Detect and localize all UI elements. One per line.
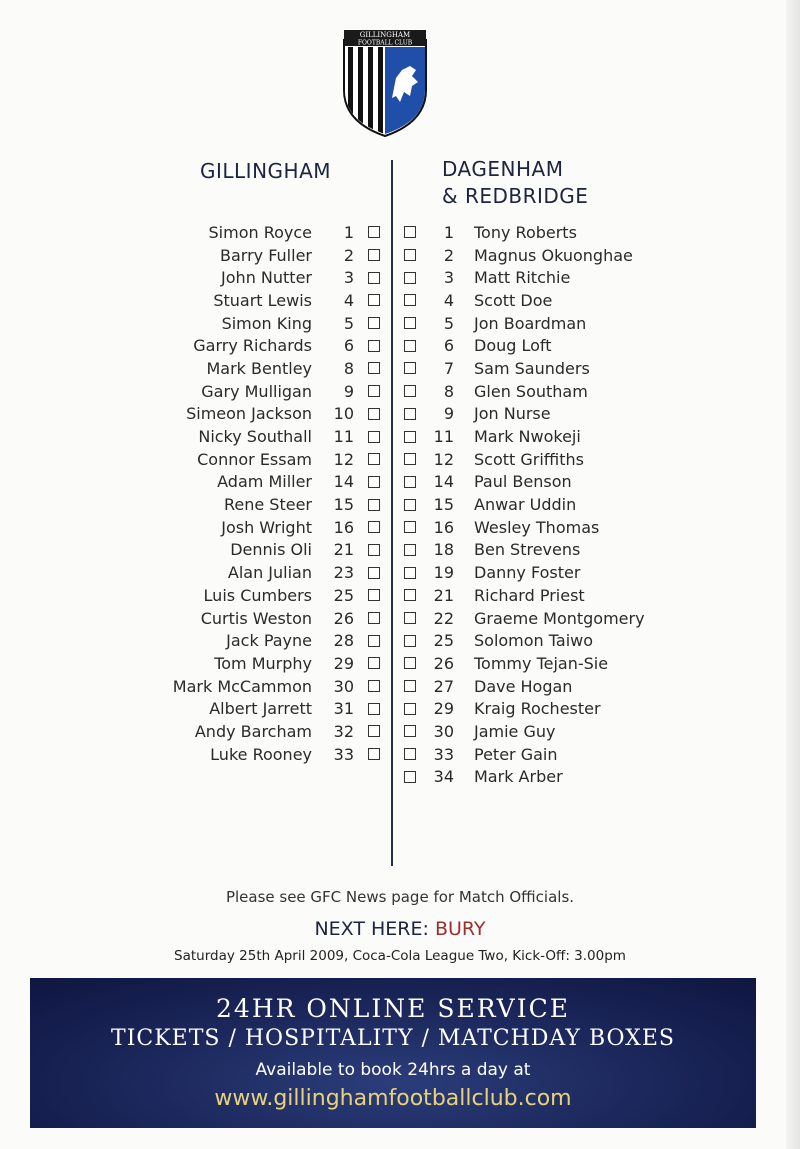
- officials-note: Please see GFC News page for Match Officials.: [225, 888, 575, 906]
- away-team-title: [442, 156, 588, 210]
- player-checkbox[interactable]: [368, 612, 380, 624]
- player-number: 32: [333, 721, 354, 741]
- player-name: John Nutter: [221, 268, 312, 288]
- player-name: Albert Jarrett: [209, 699, 312, 719]
- banner-availability: Available to book 24hrs a day at: [255, 1060, 531, 1080]
- player-name: Doug Loft: [474, 336, 552, 356]
- player-row: [404, 584, 704, 607]
- player-name: Paul Benson: [474, 472, 572, 492]
- player-row: [404, 334, 704, 357]
- player-number: 6: [443, 336, 454, 356]
- home-team-title: GILLINGHAM: [200, 159, 332, 183]
- player-name: Mark Nwokeji: [474, 427, 581, 447]
- player-checkbox[interactable]: [404, 362, 416, 374]
- player-number: 1: [343, 222, 354, 242]
- player-name: Dennis Oli: [230, 540, 312, 560]
- player-row: [404, 607, 704, 630]
- player-name: Anwar Uddin: [474, 495, 577, 515]
- player-name: Matt Ritchie: [474, 268, 571, 288]
- player-row: [140, 266, 380, 289]
- player-row: [404, 448, 704, 471]
- next-label: NEXT HERE:: [314, 918, 429, 940]
- player-number: 18: [433, 540, 454, 560]
- player-checkbox[interactable]: [368, 748, 380, 760]
- player-number: 14: [433, 472, 454, 492]
- player-name: Ben Strevens: [474, 540, 581, 560]
- player-name: Solomon Taiwo: [474, 631, 594, 651]
- player-name: Connor Essam: [197, 449, 312, 469]
- player-number: 9: [443, 404, 454, 424]
- player-name: Curtis Weston: [200, 608, 312, 628]
- player-number: 29: [433, 699, 454, 719]
- player-number: 8: [343, 358, 354, 378]
- player-name: Jon Nurse: [474, 404, 551, 424]
- player-row: [140, 629, 380, 652]
- player-checkbox[interactable]: [404, 771, 416, 783]
- player-number: 10: [333, 404, 354, 424]
- player-number: 27: [433, 676, 454, 696]
- player-number: 34: [433, 767, 454, 787]
- player-checkbox[interactable]: [404, 680, 416, 692]
- player-name: Scott Griffiths: [474, 449, 585, 469]
- player-name: Kraig Rochester: [474, 699, 601, 719]
- player-name: Magnus Okuonghae: [474, 245, 633, 265]
- player-checkbox[interactable]: [368, 703, 380, 715]
- player-name: Sam Saunders: [474, 358, 590, 378]
- player-checkbox[interactable]: [404, 317, 416, 329]
- player-name: Josh Wright: [221, 517, 312, 537]
- player-checkbox[interactable]: [368, 340, 380, 352]
- player-checkbox[interactable]: [368, 521, 380, 533]
- player-row: [404, 720, 704, 743]
- player-name: Gary Mulligan: [201, 381, 312, 401]
- player-row: [404, 561, 704, 584]
- away-title-line2: & REDBRIDGE: [442, 184, 589, 208]
- player-name: Stuart Lewis: [213, 290, 312, 310]
- player-checkbox[interactable]: [404, 567, 416, 579]
- player-number: 3: [443, 268, 454, 288]
- player-row: [404, 652, 704, 675]
- away-squad-list: [404, 221, 704, 788]
- player-row: [404, 766, 704, 789]
- player-row: [404, 380, 704, 403]
- player-row: [140, 539, 380, 562]
- player-name: Barry Fuller: [220, 245, 312, 265]
- player-row: [140, 697, 380, 720]
- player-number: 31: [333, 699, 354, 719]
- player-number: 5: [343, 313, 354, 333]
- player-checkbox[interactable]: [368, 499, 380, 511]
- player-name: Jamie Guy: [474, 721, 556, 741]
- player-row: [404, 697, 704, 720]
- player-number: 11: [333, 427, 354, 447]
- player-row: [140, 675, 380, 698]
- player-checkbox[interactable]: [404, 249, 416, 261]
- player-row: [140, 720, 380, 743]
- fixture-details: Saturday 25th April 2009, Coca-Cola League Two, Kick-Off: 3.00pm: [174, 948, 626, 964]
- player-checkbox[interactable]: [368, 362, 380, 374]
- player-checkbox[interactable]: [404, 294, 416, 306]
- player-number: 12: [433, 449, 454, 469]
- player-number: 21: [333, 540, 354, 560]
- player-row: [140, 312, 380, 335]
- player-number: 33: [333, 744, 354, 764]
- player-checkbox[interactable]: [404, 748, 416, 760]
- player-row: [140, 471, 380, 494]
- player-number: 2: [443, 245, 454, 265]
- player-checkbox[interactable]: [404, 340, 416, 352]
- player-name: Mark McCammon: [172, 676, 312, 696]
- player-checkbox[interactable]: [404, 453, 416, 465]
- player-checkbox[interactable]: [368, 567, 380, 579]
- player-checkbox[interactable]: [368, 272, 380, 284]
- player-name: Tony Roberts: [474, 222, 577, 242]
- ticket-banner: [30, 978, 756, 1128]
- player-row: [404, 244, 704, 267]
- player-checkbox[interactable]: [368, 657, 380, 669]
- player-row: [404, 493, 704, 516]
- player-name: Luke Rooney: [210, 744, 312, 764]
- player-row: [140, 334, 380, 357]
- away-title-line1: DAGENHAM: [442, 157, 564, 181]
- player-row: [404, 221, 704, 244]
- player-checkbox[interactable]: [404, 408, 416, 420]
- player-row: [140, 493, 380, 516]
- player-name: Mark Bentley: [206, 358, 312, 378]
- player-row: [404, 357, 704, 380]
- player-number: 19: [433, 563, 454, 583]
- player-row: [140, 607, 380, 630]
- crest-text-2: FOOTBALL CLUB: [357, 39, 413, 47]
- player-number: 8: [443, 381, 454, 401]
- player-checkbox[interactable]: [404, 521, 416, 533]
- player-row: [404, 516, 704, 539]
- player-name: Scott Doe: [474, 290, 553, 310]
- player-row: [404, 471, 704, 494]
- player-row: [140, 743, 380, 766]
- player-name: Richard Priest: [474, 585, 585, 605]
- player-checkbox[interactable]: [404, 657, 416, 669]
- player-name: Nicky Southall: [198, 427, 312, 447]
- player-row: [140, 403, 380, 426]
- player-checkbox[interactable]: [368, 544, 380, 556]
- player-name: Simon Royce: [208, 222, 312, 242]
- player-checkbox[interactable]: [404, 272, 416, 284]
- player-row: [140, 357, 380, 380]
- player-row: [140, 221, 380, 244]
- club-crest: [340, 26, 430, 138]
- player-row: [140, 380, 380, 403]
- crest-text-1: GILLINGHAM: [359, 31, 411, 39]
- player-number: 15: [433, 495, 454, 515]
- home-squad-list: [140, 221, 380, 766]
- player-number: 1: [443, 222, 454, 242]
- player-row: [404, 403, 704, 426]
- player-name: Graeme Montgomery: [474, 608, 645, 628]
- player-checkbox[interactable]: [368, 476, 380, 488]
- player-checkbox[interactable]: [404, 544, 416, 556]
- player-number: 25: [433, 631, 454, 651]
- player-checkbox[interactable]: [404, 589, 416, 601]
- player-row: [140, 561, 380, 584]
- player-number: 16: [333, 517, 354, 537]
- player-number: 30: [433, 721, 454, 741]
- player-checkbox[interactable]: [368, 431, 380, 443]
- player-name: Alan Julian: [227, 563, 312, 583]
- player-name: Tom Murphy: [214, 653, 312, 673]
- page-edge: [786, 0, 800, 1149]
- player-row: [404, 425, 704, 448]
- player-name: Andy Barcham: [194, 721, 312, 741]
- player-number: 9: [343, 381, 354, 401]
- player-row: [140, 425, 380, 448]
- player-number: 28: [333, 631, 354, 651]
- player-number: 12: [333, 449, 354, 469]
- player-name: Simeon Jackson: [186, 404, 312, 424]
- player-name: Garry Richards: [193, 336, 312, 356]
- player-number: 15: [333, 495, 354, 515]
- player-number: 29: [333, 653, 354, 673]
- player-name: Dave Hogan: [474, 676, 573, 696]
- player-name: Jack Payne: [226, 631, 312, 651]
- player-row: [404, 675, 704, 698]
- player-name: Danny Foster: [474, 563, 581, 583]
- player-row: [404, 289, 704, 312]
- player-row: [140, 244, 380, 267]
- player-number: 22: [433, 608, 454, 628]
- player-number: 6: [343, 336, 354, 356]
- player-checkbox[interactable]: [368, 249, 380, 261]
- player-row: [140, 289, 380, 312]
- player-checkbox[interactable]: [404, 476, 416, 488]
- player-name: Peter Gain: [474, 744, 558, 764]
- player-row: [404, 539, 704, 562]
- player-number: 26: [333, 608, 354, 628]
- player-name: Rene Steer: [223, 495, 312, 515]
- player-name: Jon Boardman: [474, 313, 587, 333]
- player-number: 4: [443, 290, 454, 310]
- banner-subheadline: TICKETS / HOSPITALITY / MATCHDAY BOXES: [111, 1026, 675, 1051]
- player-checkbox[interactable]: [404, 703, 416, 715]
- player-checkbox[interactable]: [404, 499, 416, 511]
- player-row: [404, 629, 704, 652]
- player-checkbox[interactable]: [404, 635, 416, 647]
- banner-headline: 24HR ONLINE SERVICE: [216, 994, 570, 1023]
- player-number: 14: [333, 472, 354, 492]
- player-row: [404, 312, 704, 335]
- player-checkbox[interactable]: [404, 431, 416, 443]
- player-row: [404, 266, 704, 289]
- player-checkbox[interactable]: [368, 408, 380, 420]
- next-fixture-heading: [0, 918, 800, 940]
- player-checkbox[interactable]: [404, 725, 416, 737]
- player-checkbox[interactable]: [368, 680, 380, 692]
- player-checkbox[interactable]: [368, 589, 380, 601]
- player-number: 33: [433, 744, 454, 764]
- player-number: 11: [433, 427, 454, 447]
- player-name: Simon King: [221, 313, 312, 333]
- player-checkbox[interactable]: [368, 385, 380, 397]
- player-number: 26: [433, 653, 454, 673]
- player-number: 7: [443, 358, 454, 378]
- player-checkbox[interactable]: [404, 226, 416, 238]
- player-checkbox[interactable]: [404, 612, 416, 624]
- banner-url-link[interactable]: www.gillinghamfootballclub.com: [214, 1086, 572, 1111]
- player-checkbox[interactable]: [368, 226, 380, 238]
- player-number: 5: [443, 313, 454, 333]
- player-name: Wesley Thomas: [474, 517, 600, 537]
- player-checkbox[interactable]: [368, 725, 380, 737]
- player-row: [140, 584, 380, 607]
- player-row: [404, 743, 704, 766]
- player-checkbox[interactable]: [368, 635, 380, 647]
- player-number: 4: [343, 290, 354, 310]
- club-crest-logo: [340, 26, 430, 138]
- player-number: 23: [333, 563, 354, 583]
- player-row: [140, 448, 380, 471]
- player-checkbox[interactable]: [368, 317, 380, 329]
- player-name: Mark Arber: [474, 767, 563, 787]
- player-checkbox[interactable]: [368, 294, 380, 306]
- player-name: Luis Cumbers: [203, 585, 312, 605]
- player-row: [140, 652, 380, 675]
- player-number: 30: [333, 676, 354, 696]
- player-checkbox[interactable]: [368, 453, 380, 465]
- player-number: 2: [343, 245, 354, 265]
- player-checkbox[interactable]: [404, 385, 416, 397]
- player-name: Glen Southam: [474, 381, 588, 401]
- player-name: Tommy Tejan-Sie: [474, 653, 609, 673]
- player-row: [140, 516, 380, 539]
- next-opponent: BURY: [434, 918, 486, 940]
- player-number: 25: [333, 585, 354, 605]
- column-divider: [391, 160, 393, 866]
- player-name: Adam Miller: [217, 472, 312, 492]
- player-number: 3: [343, 268, 354, 288]
- player-number: 21: [433, 585, 454, 605]
- player-number: 16: [433, 517, 454, 537]
